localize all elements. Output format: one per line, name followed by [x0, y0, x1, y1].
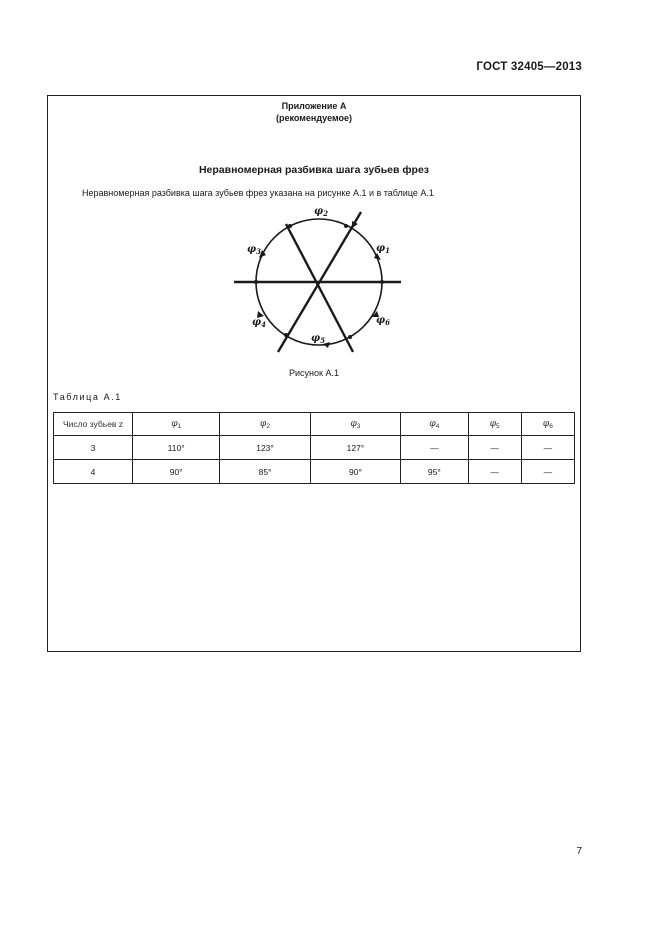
cutter-pitch-diagram — [231, 204, 406, 354]
appendix-heading — [48, 100, 580, 124]
appendix-title: Приложение А — [281, 101, 347, 111]
column-header: $\varphi_5$ — [468, 413, 521, 436]
teeth-count-cell: 3 — [54, 436, 133, 460]
angle-cell: 90° — [133, 460, 220, 484]
tooth-mark — [344, 224, 348, 228]
angle-cell: 127° — [310, 436, 400, 460]
column-header: $\varphi_4$ — [401, 413, 468, 436]
tooth-mark — [254, 280, 258, 284]
teeth-count-cell: 4 — [54, 460, 133, 484]
column-header: $\varphi_6$ — [521, 413, 574, 436]
pitch-table — [53, 412, 575, 484]
appendix-status: (рекомендуемое) — [276, 113, 352, 123]
teeth-count-header: Число зубьев z — [54, 413, 133, 436]
column-header: $\varphi_2$ — [220, 413, 310, 436]
standard-code: ГОСТ 32405—2013 — [476, 61, 582, 73]
tooth-mark — [348, 335, 352, 339]
angle-cell: — — [401, 436, 468, 460]
figure-caption: Рисунок А.1 — [289, 368, 339, 378]
angle-cell: — — [521, 436, 574, 460]
tooth-mark — [284, 333, 288, 337]
column-header: $\varphi_3$ — [310, 413, 400, 436]
table-row — [54, 460, 575, 484]
column-header: $\varphi_1$ — [133, 413, 220, 436]
tooth-mark — [288, 224, 292, 228]
body-paragraph: Неравномерная разбивка шага зубьев фрез указана на рисунке А.1 и в таблице А.1 — [82, 188, 434, 198]
phi-3-label: $\varphi_3$ — [247, 244, 261, 256]
section-title: Неравномерная разбивка шага зубьев фрез — [198, 164, 430, 176]
angle-cell: 90° — [310, 460, 400, 484]
appendix-frame — [47, 95, 581, 652]
table-label: Таблица А.1 — [53, 392, 122, 402]
angle-cell: — — [468, 436, 521, 460]
page-number: 7 — [576, 846, 582, 857]
angle-cell: 95° — [401, 460, 468, 484]
table-row — [54, 436, 575, 460]
phi-6-label: $\varphi_6$ — [376, 315, 390, 327]
angle-cell: — — [468, 460, 521, 484]
angle-cell: 110° — [133, 436, 220, 460]
angle-cell: — — [521, 460, 574, 484]
phi-4-label: $\varphi_4$ — [252, 317, 266, 329]
angle-cell: 123° — [220, 436, 310, 460]
table-header-row — [54, 413, 575, 436]
tooth-mark — [380, 280, 384, 284]
phi-2-label: $\varphi_2$ — [314, 206, 328, 218]
angle-cell: 85° — [220, 460, 310, 484]
phi-5-label: $\varphi_5$ — [311, 333, 325, 345]
phi-1-label: $\varphi_1$ — [376, 243, 390, 255]
